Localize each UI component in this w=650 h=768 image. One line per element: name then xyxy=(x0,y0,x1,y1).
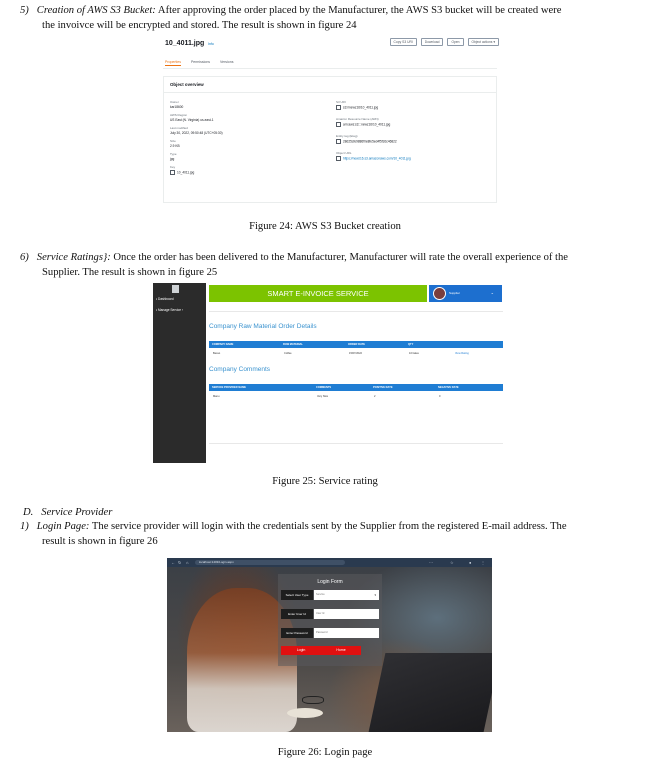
order-table-header xyxy=(209,341,503,348)
arn-value xyxy=(336,122,411,127)
favorites-icon[interactable]: ☆ xyxy=(450,559,454,565)
divider xyxy=(209,311,503,312)
tab-properties[interactable]: Properties xyxy=(165,60,181,64)
back-icon[interactable]: ← xyxy=(171,559,175,565)
figure-24-caption: Figure 24: AWS S3 Bucket creation xyxy=(249,221,401,232)
app-banner: SMART E-INVOICE SERVICE xyxy=(209,285,427,302)
sidebar-item-label: Manage Service xyxy=(158,308,182,312)
chevron-down-icon: ⌄ xyxy=(490,290,494,295)
key-text: 10_4011.jpg xyxy=(177,170,195,175)
user-menu[interactable] xyxy=(429,285,502,302)
column-header: COMMENTS xyxy=(316,385,332,389)
object-tabs xyxy=(165,60,233,66)
section-5-paragraph-line2: the invoivce will be encrypted and stored. The result is shown in figure 24 xyxy=(42,20,357,31)
section-label: D. xyxy=(23,507,34,518)
tab-permissions[interactable]: Permissions xyxy=(190,60,211,64)
background-mug-photo xyxy=(287,708,323,718)
s3-uri-text: s3://newz16/10_4011.jpg xyxy=(343,105,379,110)
table-cell: 10 bales xyxy=(409,351,419,355)
sidebar-item-manage-service[interactable]: ▪ Manage Service › xyxy=(156,308,184,312)
sidebar-item-dashboard[interactable]: ▪ Dashboard xyxy=(156,297,174,301)
column-header: COMPANY NAME xyxy=(212,342,234,346)
section-title: Service Provider xyxy=(41,507,113,518)
copy-icon[interactable] xyxy=(336,122,341,127)
arn-label: Amazon Resource Name (ARN) xyxy=(336,117,379,121)
object-file-name: 10_4011.jpg xyxy=(165,40,205,47)
object-url-value[interactable] xyxy=(336,156,411,161)
divider xyxy=(209,443,503,444)
item-number: 6) xyxy=(20,252,29,263)
password-input[interactable]: Password xyxy=(314,628,379,638)
table-row xyxy=(209,393,503,400)
avatar xyxy=(433,287,446,300)
copy-icon[interactable] xyxy=(336,105,341,110)
section-5-paragraph xyxy=(20,4,642,19)
region-value: US East (N. Virginia) us-east-1 xyxy=(170,118,214,122)
background-glasses-photo xyxy=(302,696,324,704)
s3-uri-label: S3 URI xyxy=(336,100,346,104)
copy-icon[interactable] xyxy=(336,156,341,161)
home-button[interactable]: Home xyxy=(321,646,361,655)
item-title: Creation of AWS S3 Bucket: xyxy=(36,5,156,16)
user-name: Supplier xyxy=(449,291,461,295)
object-actions-button[interactable]: Object actions ▾ xyxy=(468,38,499,46)
object-header xyxy=(155,36,505,76)
object-action-buttons xyxy=(390,38,499,46)
table-cell: Manu xyxy=(213,394,220,398)
user-id-input[interactable]: User Id xyxy=(314,609,379,619)
column-header: POSITIVE RATE xyxy=(373,385,393,389)
password-label: Enter Password xyxy=(281,628,313,638)
login-button[interactable]: Login xyxy=(281,646,321,655)
panel-title: Object overview xyxy=(170,82,204,87)
s3-uri-value xyxy=(336,105,411,110)
copy-icon[interactable] xyxy=(336,139,341,144)
column-header: QTY xyxy=(408,342,414,346)
item-number: 5) xyxy=(20,5,29,16)
address-bar[interactable]: localhost:1403/Login.aspx xyxy=(195,560,345,565)
user-type-field xyxy=(281,590,379,600)
s3-object-screenshot xyxy=(155,36,505,203)
extensions-icon[interactable]: ⋯ xyxy=(429,559,433,565)
paragraph-line: After approving the order placed by the Manufacturer, the AWS S3 bucket will be created were xyxy=(157,5,562,16)
password-field xyxy=(281,628,379,638)
figure-25-caption: Figure 25: Service rating xyxy=(272,476,378,487)
comments-heading: Company Comments xyxy=(209,366,271,373)
paragraph-line: Once the order has been delivered to the Manufacturer, Manufacturer will rate the overall experience of the xyxy=(113,252,569,263)
login-form-title: Login Form xyxy=(317,579,343,585)
table-row xyxy=(209,350,503,357)
copy-icon[interactable] xyxy=(170,170,175,175)
paragraph-line: The service provider will login with the credentials sent by the Supplier from the registered E-mail address. The xyxy=(91,521,567,532)
object-overview-panel xyxy=(163,76,497,203)
item-number: 1) xyxy=(20,521,29,532)
size-value: 2.9 KB xyxy=(170,144,180,148)
user-type-label: Select User Type xyxy=(281,590,313,600)
type-value: jpg xyxy=(170,157,175,161)
column-header: ORDER DATE xyxy=(348,342,365,346)
download-button[interactable]: Download xyxy=(421,38,444,46)
view-rating-link[interactable]: View Rating xyxy=(455,351,469,355)
panel-divider xyxy=(164,92,496,93)
open-button[interactable]: Open xyxy=(447,38,463,46)
browser-toolbar xyxy=(167,558,492,567)
reload-icon[interactable]: ↻ xyxy=(178,559,182,565)
region-label: AWS Region xyxy=(170,113,188,117)
owner-label: Owner xyxy=(170,100,179,104)
etag-text: 28d25cfe9886f0e8fe5ed4f5f2dc46822 xyxy=(343,139,397,144)
section-1-paragraph-line2: result is shown in figure 26 xyxy=(42,536,158,547)
table-cell: Very Nice xyxy=(317,394,329,398)
table-cell: 15/07/2022 xyxy=(349,351,362,355)
comments-table-header xyxy=(209,384,503,391)
menu-icon[interactable]: ⋮ xyxy=(481,559,485,565)
sidebar xyxy=(153,283,206,463)
info-link[interactable]: Info xyxy=(208,42,214,46)
section-6-paragraph-line2: Supplier. The result is shown in figure 25 xyxy=(42,267,218,278)
user-type-select[interactable]: Service xyxy=(314,590,379,600)
user-icon xyxy=(172,285,179,293)
etag-value xyxy=(336,139,411,144)
copy-s3-uri-button[interactable]: Copy S3 URI xyxy=(390,38,417,46)
last-modified-label: Last modified xyxy=(170,126,188,130)
object-url-label: Object URL xyxy=(336,151,352,155)
profile-icon[interactable]: ● xyxy=(469,559,472,565)
key-value xyxy=(170,170,223,175)
section-1-paragraph xyxy=(20,520,642,535)
tab-versions[interactable]: Versions xyxy=(220,60,234,64)
item-title: Login Page: xyxy=(36,521,90,532)
login-page-screenshot xyxy=(167,558,492,732)
object-url-text[interactable]: https://newz16.s3.amazonaws.com/10_4011.jpg xyxy=(343,156,411,161)
last-modified-value: July 30, 2022, 09:50:48 (UTC+05:30) xyxy=(170,131,223,135)
key-label: Key xyxy=(170,165,176,169)
service-rating-screenshot xyxy=(153,283,509,463)
column-header: NEGATIVE RATE xyxy=(438,385,459,389)
table-cell: 2 xyxy=(374,394,376,398)
arn-text: arn:aws:s3:::newz16/10_4011.jpg xyxy=(343,122,391,127)
chevron-right-icon: › xyxy=(181,308,184,312)
user-id-label: Enter User Id xyxy=(281,609,313,619)
home-icon[interactable]: ⌂ xyxy=(186,559,189,565)
tab-divider xyxy=(163,68,497,69)
type-label: Type xyxy=(170,152,177,156)
user-id-field xyxy=(281,609,379,619)
chevron-down-icon: ▾ xyxy=(374,593,376,597)
table-cell: Besso xyxy=(213,351,221,355)
size-label: Size xyxy=(170,139,176,143)
background-laptop-photo xyxy=(369,653,492,732)
sidebar-item-label: Dashboard xyxy=(158,297,174,301)
item-title: Service Ratings}: xyxy=(36,252,111,263)
owner-value: kar18600 xyxy=(170,105,184,109)
section-6-paragraph xyxy=(20,251,642,266)
table-cell: Coffee xyxy=(284,351,292,355)
order-details-heading: Company Raw Material Order Details xyxy=(209,323,317,330)
etag-label: Entity tag (Etag) xyxy=(336,134,358,138)
overview-right-column xyxy=(336,96,411,161)
column-header: RAW MATERIAL xyxy=(283,342,303,346)
overview-left-column xyxy=(170,96,223,175)
column-header: SERVICE PROVIDER NAME xyxy=(212,385,246,389)
figure-26-caption: Figure 26: Login page xyxy=(277,747,373,758)
section-d-heading xyxy=(23,506,112,521)
table-cell: 0 xyxy=(439,394,441,398)
